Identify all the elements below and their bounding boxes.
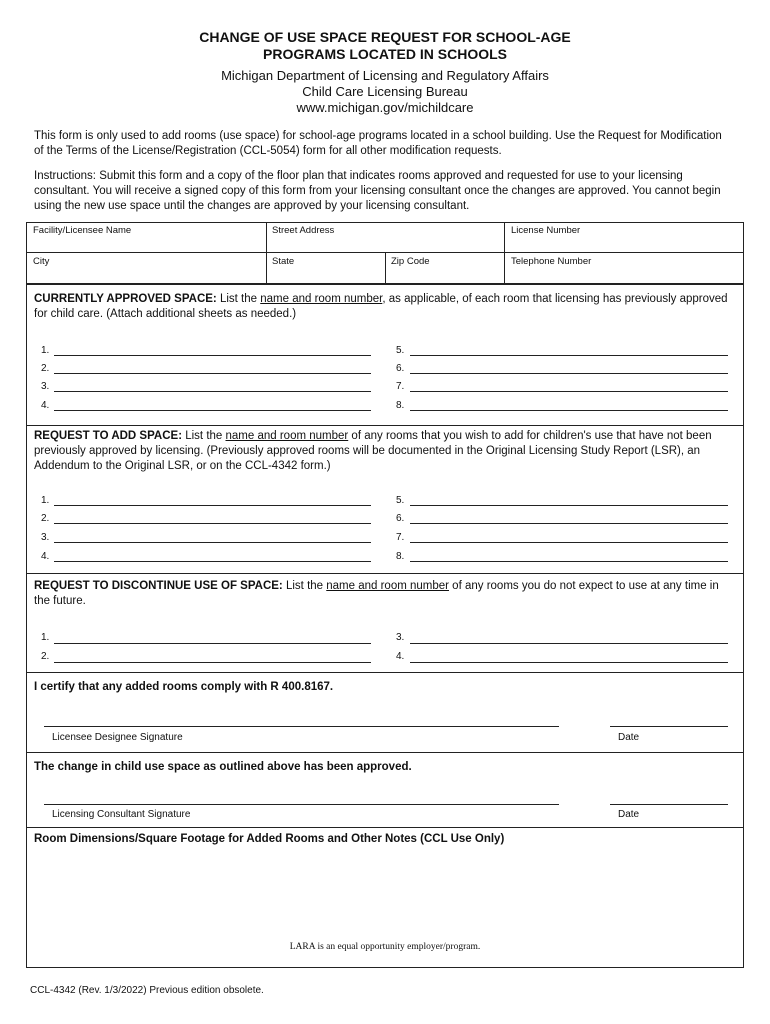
instructions-text: Instructions: Submit this form and a copy of the floor plan that indicates rooms approved and requested for use to your licensing consultant. You will receive a signed copy of this form from your licensing consultant once the changes are approved. You cannot begin using the new use space until the changes are approved by your licensing consultant.	[34, 170, 721, 212]
section-divider	[26, 672, 744, 673]
discontinue-line-number: 4.	[396, 651, 405, 662]
website: www.michigan.gov/michildcare	[296, 100, 474, 115]
section-divider	[26, 573, 744, 574]
notes-area[interactable]	[27, 850, 743, 930]
approved-line-number: 1.	[41, 345, 50, 356]
discontinue-room-2-input[interactable]	[54, 662, 371, 663]
licensee-signature-input[interactable]	[44, 726, 559, 727]
discontinue-room-4-input[interactable]	[410, 662, 728, 663]
discontinue-heading: REQUEST TO DISCONTINUE USE OF SPACE:	[34, 580, 283, 592]
consultant-signature-input[interactable]	[44, 804, 559, 805]
notes-heading: Room Dimensions/Square Footage for Added Rooms and Other Notes (CCL Use Only)	[34, 833, 505, 845]
section-divider	[26, 827, 744, 828]
discontinue-line-number: 1.	[41, 632, 50, 643]
approved-room-7-input[interactable]	[410, 391, 728, 392]
add-line-number: 4.	[41, 551, 50, 562]
approved-line-number: 7.	[396, 381, 405, 392]
add-room-8-input[interactable]	[410, 561, 728, 562]
approved-room-2-input[interactable]	[54, 373, 371, 374]
purpose-text: This form is only used to add rooms (use space) for school-age programs located in a school building. Use the Request for Modification of the Terms of the License/Registration (CCL-5054) form for all other modification requests.	[34, 130, 722, 157]
approved-room-6-input[interactable]	[410, 373, 728, 374]
street-address-field[interactable]: Street Address	[272, 225, 335, 236]
approved-room-3-input[interactable]	[54, 391, 371, 392]
approved-section-text: CURRENTLY APPROVED SPACE: List the name and room number, as applicable, of each room that licensing has previously approved for child care. (Attach additional sheets as needed.)	[34, 293, 728, 320]
licensee-date-input[interactable]	[610, 726, 728, 727]
approved-line-number: 2.	[41, 363, 50, 374]
add-line-number: 1.	[41, 495, 50, 506]
consultant-date-input[interactable]	[610, 804, 728, 805]
facility-name-field[interactable]: Facility/Licensee Name	[33, 225, 132, 236]
equal-opportunity-statement: LARA is an equal opportunity employer/program.	[289, 942, 481, 952]
form-id: CCL-4342 (Rev. 1/3/2022) Previous edition obsolete.	[30, 985, 264, 996]
add-line-number: 2.	[41, 513, 50, 524]
discontinue-room-3-input[interactable]	[410, 643, 728, 644]
approved-line-number: 6.	[396, 363, 405, 374]
info-table-divider	[385, 252, 386, 284]
discontinue-line-number: 3.	[396, 632, 405, 643]
approved-room-5-input[interactable]	[410, 355, 728, 356]
add-room-5-input[interactable]	[410, 505, 728, 506]
approved-line-number: 8.	[396, 400, 405, 411]
add-room-3-input[interactable]	[54, 542, 371, 543]
discontinue-line-number: 2.	[41, 651, 50, 662]
add-room-4-input[interactable]	[54, 561, 371, 562]
add-line-number: 8.	[396, 551, 405, 562]
state-field[interactable]: State	[272, 256, 295, 267]
add-line-number: 7.	[396, 532, 405, 543]
city-field[interactable]: City	[33, 256, 50, 267]
zip-code-field[interactable]: Zip Code	[391, 256, 430, 267]
telephone-field[interactable]: Telephone Number	[511, 256, 592, 267]
add-heading: REQUEST TO ADD SPACE:	[34, 430, 183, 442]
approved-line-number: 4.	[41, 400, 50, 411]
agency-name: Michigan Department of Licensing and Regulatory Affairs	[221, 68, 549, 83]
add-room-7-input[interactable]	[410, 542, 728, 543]
licensee-date-label: Date	[618, 732, 640, 743]
approval-statement: The change in child use space as outlined above has been approved.	[34, 761, 412, 773]
section-divider	[26, 752, 744, 753]
consultant-signature-label: Licensing Consultant Signature	[52, 809, 191, 820]
approved-room-1-input[interactable]	[54, 355, 371, 356]
consultant-date-label: Date	[618, 809, 640, 820]
certify-statement: I certify that any added rooms comply with R 400.8167.	[34, 681, 334, 693]
add-line-number: 6.	[396, 513, 405, 524]
bureau-name: Child Care Licensing Bureau	[302, 84, 468, 99]
approved-line-number: 5.	[396, 345, 405, 356]
info-table-divider	[266, 222, 267, 284]
add-line-number: 3.	[41, 532, 50, 543]
approved-room-4-input[interactable]	[54, 410, 371, 411]
add-section-text: REQUEST TO ADD SPACE: List the name and room number of any rooms that you wish to add for children's use that have not been previously approved by licensing. (Previously approved rooms will be documented in the Original Licensing Study Report (LSR), an Addendum to the Original LSR, or on the CCL-4342 form.)	[34, 430, 712, 472]
add-room-1-input[interactable]	[54, 505, 371, 506]
discontinue-room-1-input[interactable]	[54, 643, 371, 644]
add-room-2-input[interactable]	[54, 523, 371, 524]
approved-line-number: 3.	[41, 381, 50, 392]
form-title-line1: CHANGE OF USE SPACE REQUEST FOR SCHOOL-AGE	[199, 29, 571, 45]
add-room-6-input[interactable]	[410, 523, 728, 524]
discontinue-section-text: REQUEST TO DISCONTINUE USE OF SPACE: List the name and room number of any rooms you do not expect to use at any time in the future.	[34, 580, 719, 607]
licensee-signature-label: Licensee Designee Signature	[52, 732, 183, 743]
form-title-line2: PROGRAMS LOCATED IN SCHOOLS	[263, 46, 507, 62]
section-divider	[26, 425, 744, 426]
add-line-number: 5.	[396, 495, 405, 506]
license-number-field[interactable]: License Number	[511, 225, 581, 236]
approved-heading: CURRENTLY APPROVED SPACE:	[34, 293, 217, 305]
info-table-divider	[504, 222, 505, 284]
approved-room-8-input[interactable]	[410, 410, 728, 411]
